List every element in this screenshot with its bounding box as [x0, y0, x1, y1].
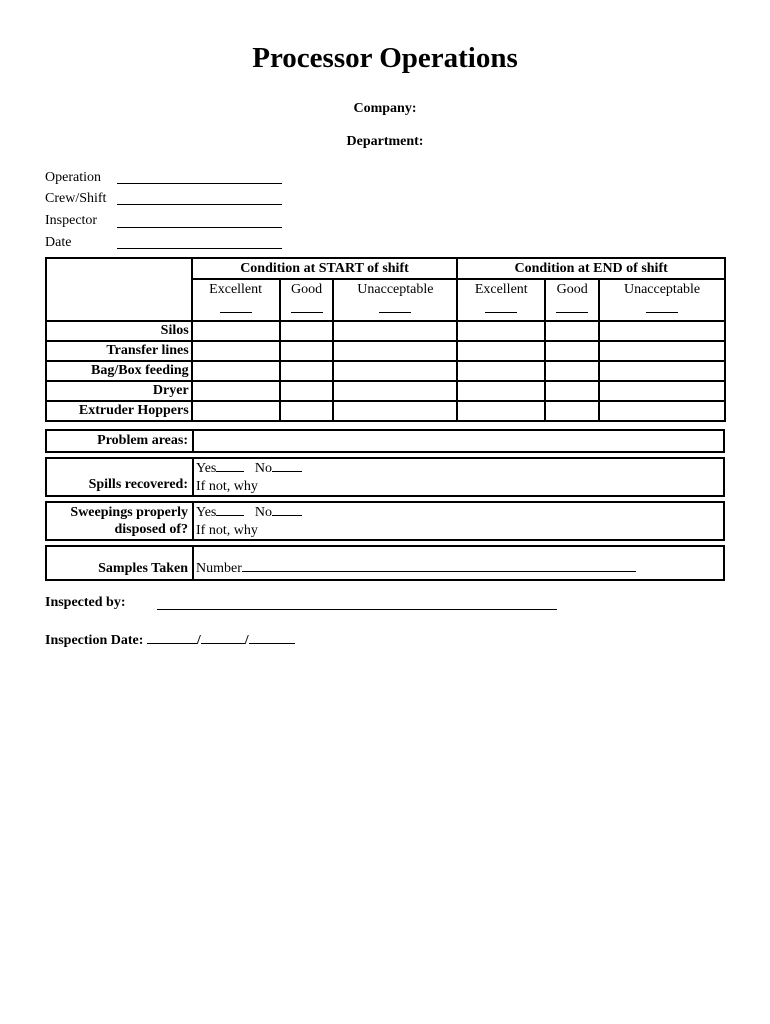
row-label-silos: Silos	[46, 321, 192, 341]
rating-cell[interactable]	[545, 341, 599, 361]
rating-cell[interactable]	[545, 381, 599, 401]
inspected-by-label: Inspected by:	[45, 595, 126, 610]
spills-no-field[interactable]	[272, 459, 302, 472]
operation-field[interactable]	[117, 183, 282, 184]
rating-cell[interactable]	[333, 341, 457, 361]
spills-label: Spills recovered:	[47, 459, 194, 495]
rating-cell[interactable]	[599, 321, 725, 341]
crew-shift-field[interactable]	[117, 204, 282, 205]
rating-cell[interactable]	[457, 381, 545, 401]
rating-cell[interactable]	[192, 401, 280, 421]
inspected-by-field[interactable]	[157, 609, 557, 610]
sweepings-label-line2: disposed of?	[114, 522, 188, 537]
row-label-extruder-hoppers: Extruder Hoppers	[46, 401, 192, 421]
spills-row	[45, 457, 725, 497]
rating-cell[interactable]	[545, 361, 599, 381]
spills-why-label: If not, why	[196, 479, 258, 494]
rating-cell[interactable]	[599, 361, 725, 381]
rating-cell[interactable]	[545, 401, 599, 421]
spills-yes-label: Yes	[196, 461, 217, 476]
sweepings-label-line1: Sweepings properly	[70, 505, 188, 520]
rating-cell[interactable]	[599, 341, 725, 361]
rating-cell[interactable]	[333, 321, 457, 341]
rating-cell[interactable]	[457, 321, 545, 341]
start-shift-header: Condition at START of shift	[192, 258, 458, 279]
inspector-label: Inspector	[45, 213, 98, 228]
crew-shift-label: Crew/Shift	[45, 191, 107, 206]
rating-cell[interactable]	[333, 361, 457, 381]
department-label: Department:	[346, 134, 424, 149]
rating-cell[interactable]	[192, 321, 280, 341]
samples-number-label: Number	[196, 561, 242, 576]
rating-cell[interactable]	[457, 341, 545, 361]
problem-areas-label: Problem areas:	[47, 431, 194, 451]
row-label-transfer-lines: Transfer lines	[46, 341, 192, 361]
column-header: Excellent	[457, 279, 545, 321]
sweepings-yes-field[interactable]	[216, 503, 244, 516]
date-label: Date	[45, 235, 72, 250]
row-label-bag-box-feeding: Bag/Box feeding	[46, 361, 192, 381]
inspection-date-year[interactable]	[249, 631, 295, 644]
column-header: Unacceptable	[333, 279, 457, 321]
column-header: Good	[280, 279, 334, 321]
rating-cell[interactable]	[280, 401, 334, 421]
table-corner-cell	[46, 258, 192, 321]
samples-row	[45, 545, 725, 581]
problem-areas-row	[45, 429, 725, 453]
condition-table	[45, 257, 726, 422]
operation-label: Operation	[45, 170, 101, 185]
sweepings-label	[47, 503, 194, 539]
rating-cell[interactable]	[280, 321, 334, 341]
sweepings-why-label: If not, why	[196, 523, 258, 538]
table-row	[46, 321, 725, 341]
table-row	[46, 361, 725, 381]
samples-label: Samples Taken	[47, 547, 194, 579]
spills-yes-field[interactable]	[216, 459, 244, 472]
rating-cell[interactable]	[333, 401, 457, 421]
inspection-date-day[interactable]	[201, 631, 245, 644]
sweepings-row	[45, 501, 725, 541]
rating-cell[interactable]	[599, 381, 725, 401]
rating-cell[interactable]	[333, 381, 457, 401]
rating-cell[interactable]	[457, 401, 545, 421]
rating-cell[interactable]	[457, 361, 545, 381]
table-row	[46, 401, 725, 421]
rating-cell[interactable]	[192, 341, 280, 361]
sweepings-no-field[interactable]	[272, 503, 302, 516]
rating-cell[interactable]	[192, 381, 280, 401]
sweepings-no-label: No	[254, 505, 272, 520]
rating-cell[interactable]	[545, 321, 599, 341]
spills-no-label: No	[254, 461, 272, 476]
date-field[interactable]	[117, 248, 282, 249]
sweepings-yes-label: Yes	[196, 505, 217, 520]
problem-areas-field[interactable]	[194, 431, 723, 451]
column-header: Unacceptable	[599, 279, 725, 321]
inspection-date-label: Inspection Date: / /	[45, 631, 295, 649]
column-header: Good	[545, 279, 599, 321]
company-label: Company:	[353, 101, 417, 116]
end-shift-header: Condition at END of shift	[457, 258, 725, 279]
rating-cell[interactable]	[280, 381, 334, 401]
rating-cell[interactable]	[599, 401, 725, 421]
rating-cell[interactable]	[192, 361, 280, 381]
samples-number-field[interactable]	[242, 559, 636, 572]
column-header: Excellent	[192, 279, 280, 321]
table-row	[46, 341, 725, 361]
row-label-dryer: Dryer	[46, 381, 192, 401]
rating-cell[interactable]	[280, 341, 334, 361]
inspection-date-month[interactable]	[147, 631, 197, 644]
page-title: Processor Operations	[252, 42, 518, 74]
table-row	[46, 381, 725, 401]
inspector-field[interactable]	[117, 227, 282, 228]
rating-cell[interactable]	[280, 361, 334, 381]
